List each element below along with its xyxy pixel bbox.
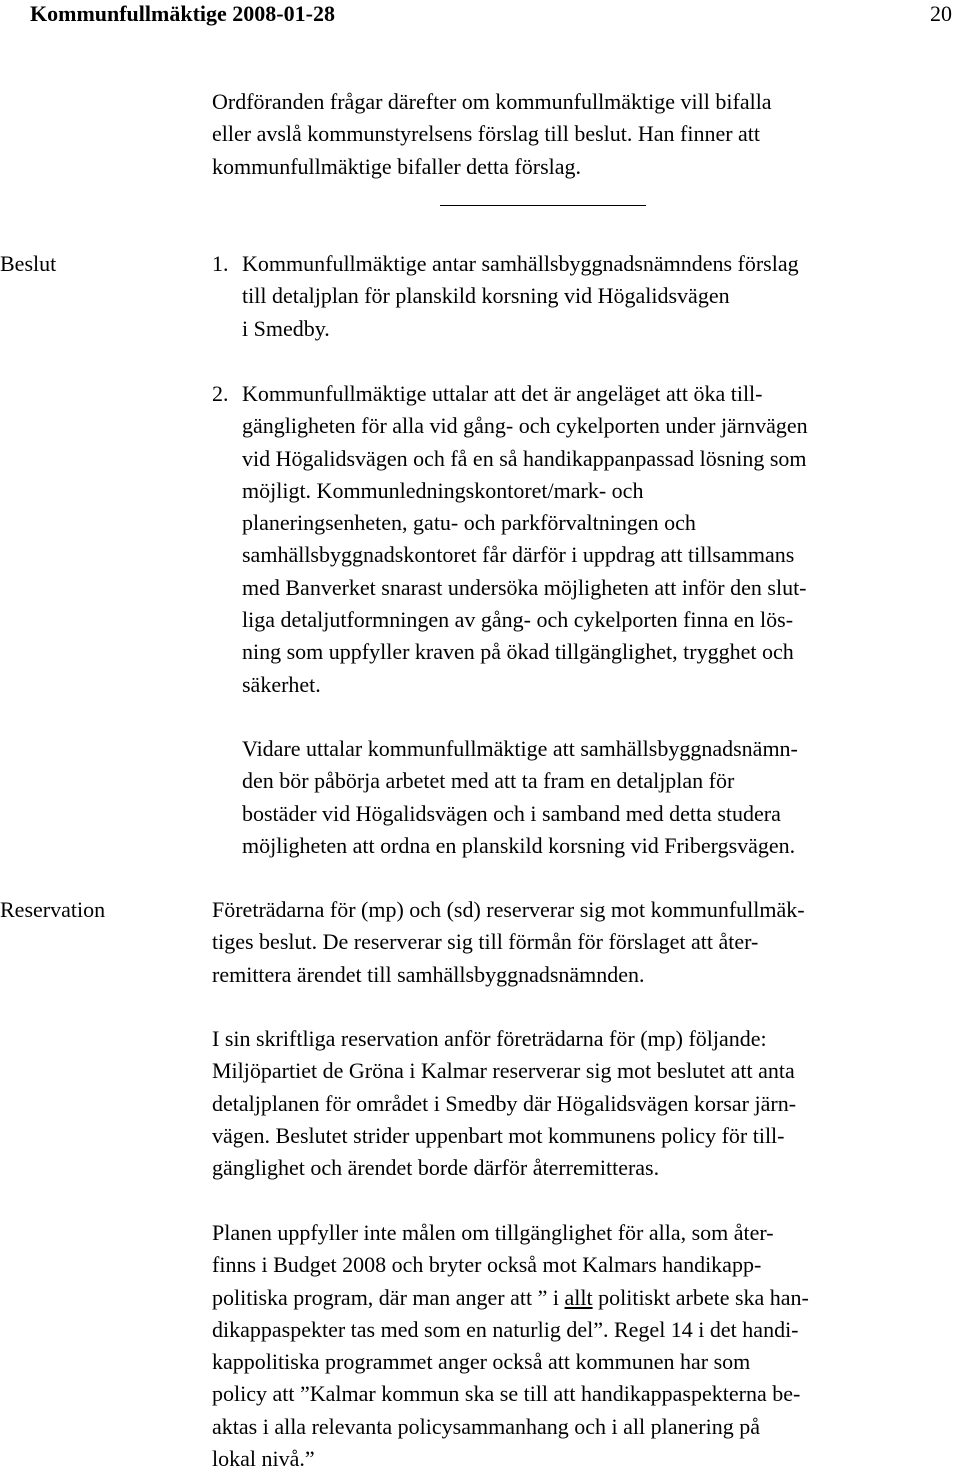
beslut-item-2-line: möjligt. Kommunledningskontoret/mark- och xyxy=(242,477,644,503)
reservation-line xyxy=(212,1282,809,1314)
beslut-item-1-line: i Smedby. xyxy=(242,315,330,341)
line-text: politiskt arbete ska han- xyxy=(592,1284,809,1310)
beslut-item-2-line: säkerhet. xyxy=(242,671,321,697)
reservation-line: Planen uppfyller inte målen om tillgänglighet för alla, som åter- xyxy=(212,1220,774,1245)
reservation-label: Reservation xyxy=(0,897,106,922)
underlined-word: allt xyxy=(564,1284,593,1310)
line-text: politiska program, där man anger att ” i xyxy=(212,1284,565,1310)
reservation-line: vägen. Beslutet strider uppenbart mot kommunens policy för till- xyxy=(212,1122,785,1148)
beslut-item-2-line: liga detaljutformningen av gång- och cykelporten finna en lös- xyxy=(242,607,794,633)
beslut-item-1-line: till detaljplan för planskild korsning vid Högalidsvägen xyxy=(242,283,730,309)
followup-line: bostäder vid Högalidsvägen och i samband med detta studera xyxy=(242,800,781,826)
reservation-line: lokal nivå.” xyxy=(212,1446,315,1472)
intro-paragraph xyxy=(212,86,772,183)
reservation-paragraph-3 xyxy=(212,1217,809,1475)
reservation-paragraph-2 xyxy=(212,1023,796,1184)
followup-line: Vidare uttalar kommunfullmäktige att samhällsbyggnadsnämn- xyxy=(242,736,798,761)
intro-line: eller avslå kommunstyrelsens förslag till beslut. Han finner att xyxy=(212,121,761,147)
beslut-item-2-line: planeringsenheten, gatu- och parkförvaltningen och xyxy=(242,510,696,536)
followup-line: möjligheten att ordna en planskild korsning vid Fribergsvägen. xyxy=(242,832,796,858)
beslut-item-2-number: 2. xyxy=(212,381,229,406)
document-title: Kommunfullmäktige 2008-01-28 xyxy=(30,1,335,26)
beslut-item-1-line: Kommunfullmäktige antar samhällsbyggnadsnämndens förslag xyxy=(242,251,799,276)
beslut-item-2-line: gängligheten för alla vid gång- och cykelporten under järnvägen xyxy=(242,413,808,439)
section-divider xyxy=(440,205,646,206)
intro-line: kommunfullmäktige bifaller detta förslag. xyxy=(212,153,582,179)
reservation-line: Företrädarna för (mp) och (sd) reserverar sig mot kommunfullmäk- xyxy=(212,897,805,922)
reservation-line: finns i Budget 2008 och bryter också mot Kalmars handikapp- xyxy=(212,1252,762,1278)
beslut-item-2 xyxy=(242,378,808,701)
page-number: 20 xyxy=(930,1,952,26)
beslut-label: Beslut xyxy=(0,251,57,276)
beslut-item-2-line: samhällsbyggnadskontoret får därför i uppdrag att tillsammans xyxy=(242,542,795,568)
beslut-followup-paragraph xyxy=(242,733,798,862)
reservation-paragraph-1 xyxy=(212,894,805,991)
beslut-item-2-line: vid Högalidsvägen och få en så handikappanpassad lösning som xyxy=(242,445,807,471)
reservation-line: gänglighet och ärendet borde därför återremitteras. xyxy=(212,1155,660,1181)
reservation-line: tiges beslut. De reserverar sig till förmån för förslaget att åter- xyxy=(212,929,759,955)
reservation-line: kappolitiska programmet anger också att kommunen har som xyxy=(212,1349,751,1375)
reservation-line: Miljöpartiet de Gröna i Kalmar reserverar sig mot beslutet att anta xyxy=(212,1058,795,1084)
reservation-line: detaljplanen för området i Smedby där Högalidsvägen korsar järn- xyxy=(212,1090,797,1116)
beslut-item-1-number: 1. xyxy=(212,251,229,276)
beslut-item-2-line: Kommunfullmäktige uttalar att det är angeläget att öka till- xyxy=(242,381,763,406)
beslut-item-2-line: ning som uppfyller kraven på ökad tillgänglighet, trygghet och xyxy=(242,639,794,665)
intro-line: Ordföranden frågar därefter om kommunfullmäktige vill bifalla xyxy=(212,89,772,114)
beslut-item-1 xyxy=(242,248,799,345)
reservation-line: dikappaspekter tas med som en naturlig del”. Regel 14 i det handi- xyxy=(212,1316,799,1342)
reservation-line: aktas i alla relevanta policysammanhang och i all planering på xyxy=(212,1413,760,1439)
followup-line: den bör påbörja arbetet med att ta fram en detaljplan för xyxy=(242,768,735,794)
reservation-line: remittera ärendet till samhällsbyggnadsnämnden. xyxy=(212,961,645,987)
reservation-line: I sin skriftliga reservation anför företrädarna för (mp) följande: xyxy=(212,1026,767,1051)
beslut-item-2-line: med Banverket snarast undersöka möjligheten att inför den slut- xyxy=(242,574,807,600)
reservation-line: policy att ”Kalmar kommun ska se till att handikappaspekterna be- xyxy=(212,1381,801,1407)
